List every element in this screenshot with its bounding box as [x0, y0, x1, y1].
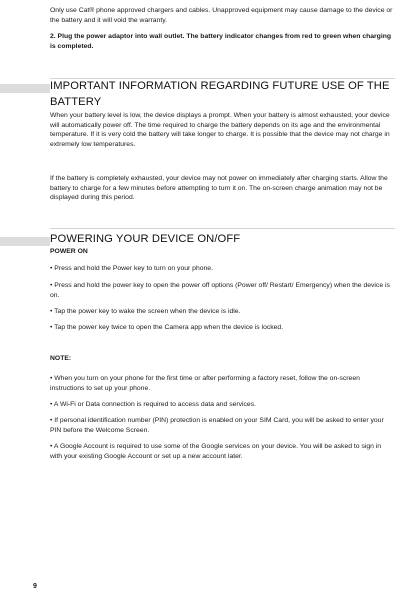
- power-on-subheading: POWER ON: [50, 248, 88, 255]
- battery-paragraph-2: If the battery is completely exhausted, your device may not power on immediately after charging starts. Allow the battery to charge for a few minutes before attempting to turn it on. The on-screen charge animation may not be displayed during this period.: [50, 175, 388, 202]
- charging-step: 2. Plug the power adaptor into wall outlet. The battery indicator changes from red to green when charging is completed.: [50, 33, 392, 50]
- list-item: • Tap the power key twice to open the Camera app when the device is locked.: [50, 324, 284, 331]
- battery-paragraph-1: When your battery level is low, the device displays a prompt. When your battery is almost exhausted, your device will automatically power off. The time required to charge the battery depends on its age and the environmental temperature. If it is very cold the battery will take longer to charge. It is possible that the device may not charge in extremely low temperatures.: [50, 112, 390, 148]
- battery-section-heading: IMPORTANT INFORMATION REGARDING FUTURE USE OF THE BATTERY: [50, 80, 390, 108]
- power-section-heading: POWERING YOUR DEVICE ON/OFF: [50, 233, 241, 245]
- intro-paragraph: Only use Cat® phone approved chargers and cables. Unapproved equipment may cause damage to the device or the battery and it will void the warranty.: [50, 7, 393, 24]
- list-item: • If personal identification number (PIN) protection is enabled on your SIM Card, you will be asked to enter your PIN before the Welcome Screen.: [50, 417, 384, 434]
- heading-rule: [50, 228, 395, 229]
- note-label: NOTE:: [50, 355, 72, 362]
- list-item: • Tap the power key to wake the screen when the device is idle.: [50, 308, 241, 315]
- page-number: 9: [33, 583, 37, 590]
- list-item: • Press and hold the power key to open the power off options (Power off/ Restart/ Emergency) when the device is on.: [50, 282, 390, 299]
- heading-marker: [0, 237, 50, 246]
- heading-marker: [0, 84, 50, 93]
- list-item: • A Wi-Fi or Data connection is required to access data and services.: [50, 401, 257, 408]
- list-item: • Press and hold the Power key to turn on your phone.: [50, 265, 213, 272]
- list-item: • A Google Account is required to use some of the Google services on your device. You will be asked to sign in with your existing Google Account or set up a new account later.: [50, 443, 382, 460]
- list-item: • When you turn on your phone for the first time or after performing a factory reset, follow the on-screen instructions to set up your phone.: [50, 375, 360, 392]
